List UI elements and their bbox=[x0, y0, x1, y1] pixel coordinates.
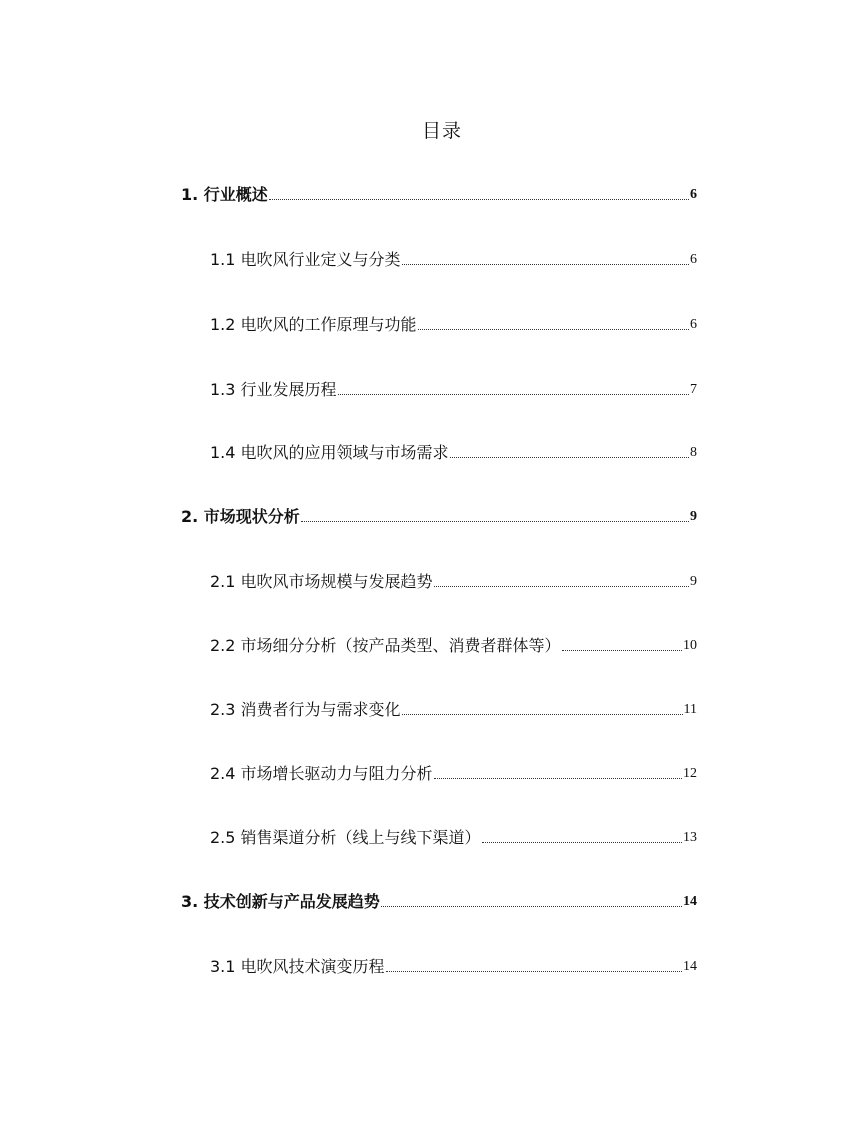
toc-entry-2[interactable] bbox=[181, 503, 697, 527]
toc-entry-3[interactable] bbox=[181, 888, 697, 912]
toc-entry-1-1[interactable] bbox=[210, 246, 697, 270]
toc-entry-page: 11 bbox=[683, 702, 697, 717]
toc-entry-1[interactable] bbox=[181, 181, 697, 205]
toc-entry-label: 2.5 销售渠道分析（线上与线下渠道） bbox=[210, 828, 481, 847]
dot-leader bbox=[434, 586, 689, 587]
toc-entry-2-4[interactable] bbox=[210, 760, 697, 784]
dot-leader bbox=[402, 264, 689, 265]
toc-entry-2-2[interactable] bbox=[210, 632, 697, 656]
toc-entry-label: 1.4 电吹风的应用领域与市场需求 bbox=[210, 443, 449, 462]
toc-entry-label: 2.1 电吹风市场规模与发展趋势 bbox=[210, 572, 433, 591]
toc-entry-label: 3. 技术创新与产品发展趋势 bbox=[181, 892, 380, 911]
toc-entry-1-3[interactable] bbox=[210, 376, 697, 400]
toc-entry-1-4[interactable] bbox=[210, 439, 697, 463]
toc-entry-label: 2. 市场现状分析 bbox=[181, 507, 300, 526]
toc-entry-label: 1.2 电吹风的工作原理与功能 bbox=[210, 315, 417, 334]
toc-entry-label: 2.3 消费者行为与需求变化 bbox=[210, 700, 401, 719]
toc-title: 目录 bbox=[421, 120, 462, 142]
toc-entry-2-1[interactable] bbox=[210, 568, 697, 592]
toc-entry-1-2[interactable] bbox=[210, 311, 697, 335]
dot-leader bbox=[450, 457, 689, 458]
dot-leader bbox=[402, 714, 683, 715]
toc-entry-label: 1.3 行业发展历程 bbox=[210, 380, 337, 399]
toc-entry-page: 6 bbox=[690, 187, 697, 202]
toc-entry-page: 14 bbox=[683, 894, 697, 909]
toc-entry-2-5[interactable] bbox=[210, 824, 697, 848]
toc-entry-page: 6 bbox=[690, 317, 697, 332]
dot-leader bbox=[418, 329, 689, 330]
dot-leader bbox=[434, 778, 682, 779]
dot-leader bbox=[562, 650, 682, 651]
toc-entry-page: 14 bbox=[683, 959, 697, 974]
dot-leader bbox=[386, 971, 682, 972]
toc-entry-page: 10 bbox=[683, 638, 697, 653]
dot-leader bbox=[482, 842, 682, 843]
toc-entry-2-3[interactable] bbox=[210, 696, 697, 720]
toc-entry-3-1[interactable] bbox=[210, 953, 697, 977]
dot-leader bbox=[381, 906, 682, 907]
toc-entry-page: 8 bbox=[690, 445, 697, 460]
dot-leader bbox=[269, 199, 689, 200]
toc-entry-label: 1.1 电吹风行业定义与分类 bbox=[210, 250, 401, 269]
dot-leader bbox=[301, 521, 689, 522]
toc-entry-label: 3.1 电吹风技术演变历程 bbox=[210, 957, 385, 976]
toc-entry-page: 9 bbox=[690, 574, 697, 589]
toc-entry-page: 6 bbox=[690, 252, 697, 267]
toc-entry-page: 9 bbox=[690, 509, 697, 524]
toc-entry-label: 2.4 市场增长驱动力与阻力分析 bbox=[210, 764, 433, 783]
dot-leader bbox=[338, 394, 689, 395]
toc-entry-label: 1. 行业概述 bbox=[181, 185, 268, 204]
toc-entry-page: 13 bbox=[683, 830, 697, 845]
toc-entry-label: 2.2 市场细分分析（按产品类型、消费者群体等） bbox=[210, 636, 561, 655]
toc-entry-page: 7 bbox=[690, 382, 697, 397]
toc-entry-page: 12 bbox=[683, 766, 697, 781]
